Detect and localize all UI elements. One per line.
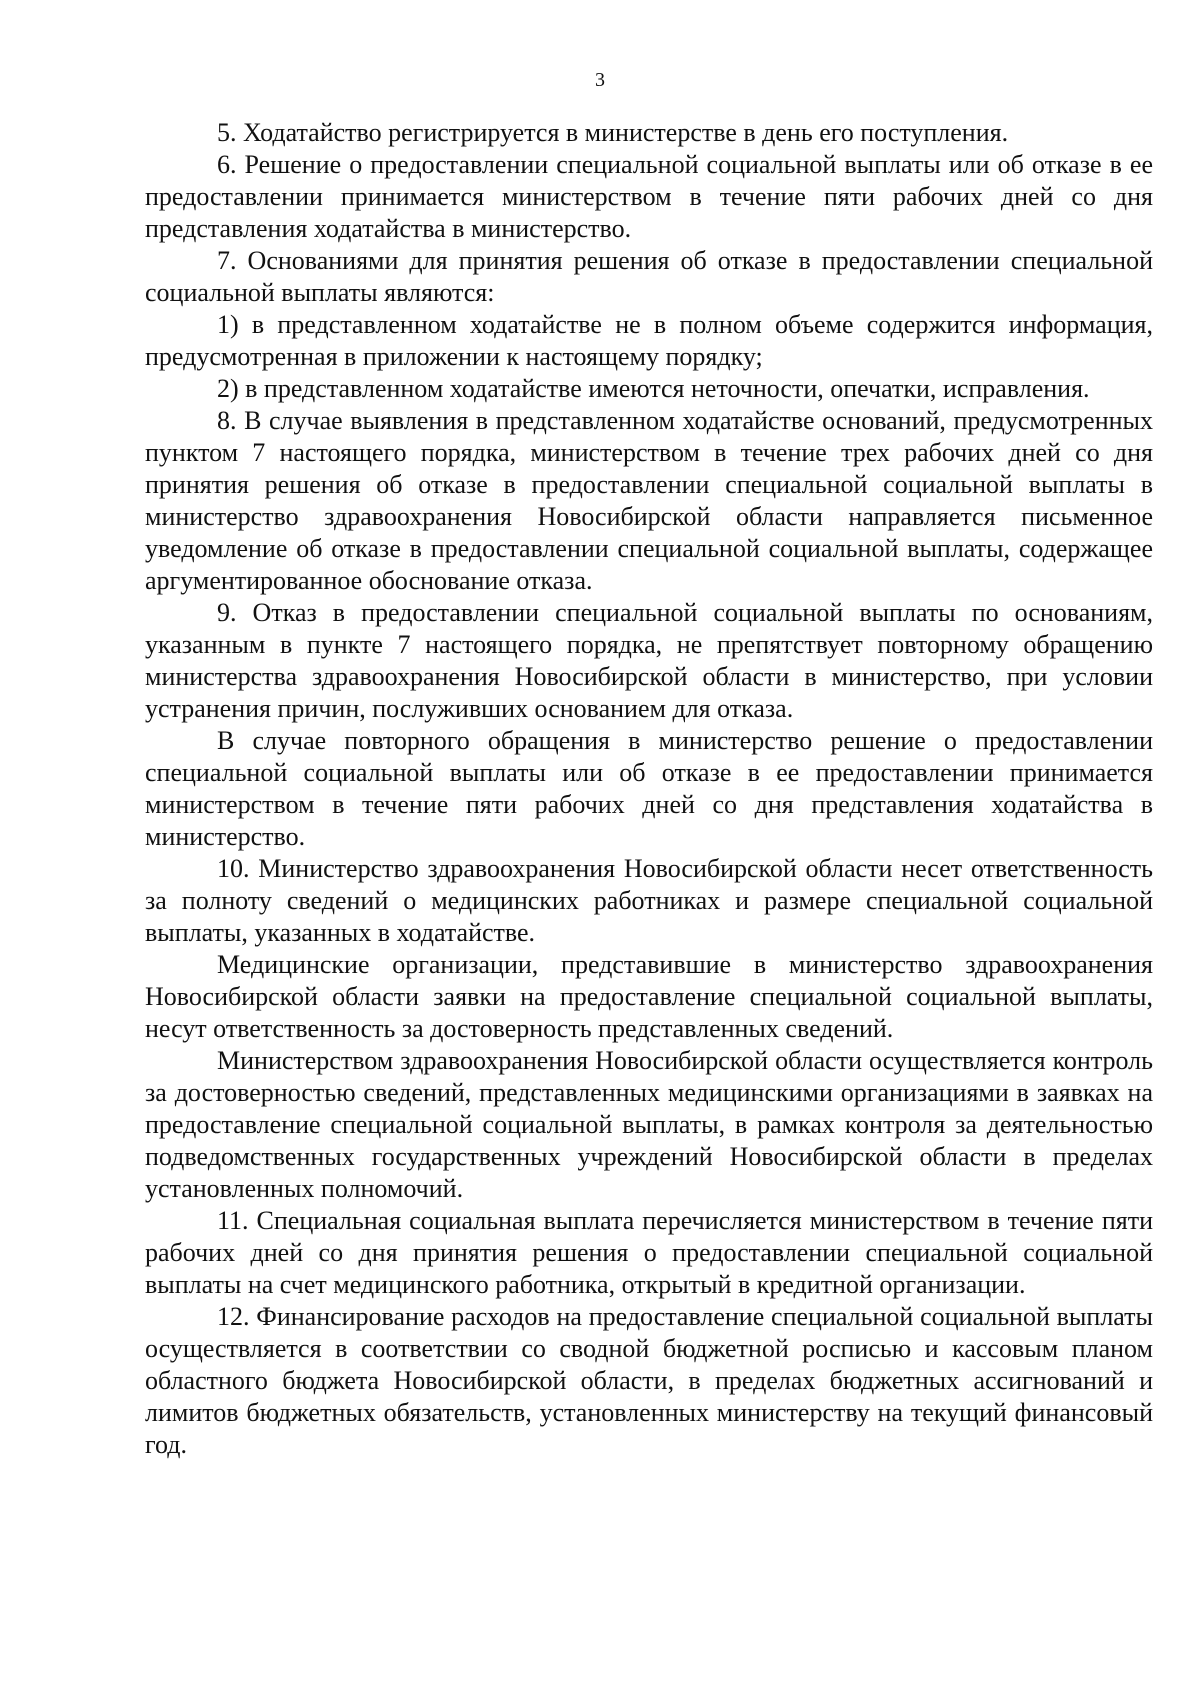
paragraph-8: 8. В случае выявления в представленном ходатайстве оснований, предусмотренных пунктом 7 настоящего порядка, министерством в течение трех рабочих дней со дня принятия решения об отказе в предоставлении специальной социальной выплаты в министерство здравоохранения Новосибирской области направляется письменное уведомление об отказе в предоставлении специальной социальной выплаты, содержащее аргументированное обоснование отказа.	[145, 406, 1153, 595]
paragraph-10-organizations: Медицинские организации, представившие в министерство здравоохранения Новосибирской области заявки на предоставление специальной социальной выплаты, несут ответственность за достоверность представленных сведений.	[145, 950, 1153, 1043]
paragraph-10-control: Министерством здравоохранения Новосибирской области осуществляется контроль за достоверностью сведений, представленных медицинскими организациями в заявках на предоставление специальной социальной выплаты, в рамках контроля за деятельностью подведомственных государственных учреждений Новосибирской области в пределах установленных полномочий.	[145, 1046, 1153, 1203]
paragraph-12: 12. Финансирование расходов на предоставление специальной социальной выплаты осуществляется в соответствии со сводной бюджетной росписью и кассовым планом областного бюджета Новосибирской области, в пределах бюджетных ассигнований и лимитов бюджетных обязательств, установленных министерству на текущий финансовый год.	[145, 1302, 1153, 1459]
paragraph-7: 7. Основаниями для принятия решения об отказе в предоставлении специальной социальной выплаты являются:	[145, 246, 1153, 307]
paragraph-6: 6. Решение о предоставлении специальной социальной выплаты или об отказе в ее предоставлении принимается министерством в течение пяти рабочих дней со дня представления ходатайства в министерство.	[145, 150, 1153, 243]
paragraph-9: 9. Отказ в предоставлении специальной социальной выплаты по основаниям, указанным в пункте 7 настоящего порядка, не препятствует повторному обращению министерства здравоохранения Новосибирской области в министерство, при условии устранения причин, послуживших основанием для отказа.	[145, 598, 1153, 723]
paragraph-11: 11. Специальная социальная выплата перечисляется министерством в течение пяти рабочих дней со дня принятия решения о предоставлении специальной социальной выплаты на счет медицинского работника, открытый в кредитной организации.	[145, 1206, 1153, 1299]
paragraph-7-item-1: 1) в представленном ходатайстве не в полном объеме содержится информация, предусмотренная в приложении к настоящему порядку;	[145, 310, 1153, 371]
document-body	[145, 117, 1153, 1461]
paragraph-5: 5. Ходатайство регистрируется в министерстве в день его поступления.	[217, 118, 1009, 147]
paragraph-7-item-2: 2) в представленном ходатайстве имеются неточности, опечатки, исправления.	[217, 374, 1090, 403]
paragraph-9-continued: В случае повторного обращения в министерство решение о предоставлении специальной социальной выплаты или об отказе в ее предоставлении принимается министерством в течение пяти рабочих дней со дня представления ходатайства в министерство.	[145, 726, 1153, 851]
page-number: 3	[595, 69, 605, 91]
paragraph-10: 10. Министерство здравоохранения Новосибирской области несет ответственность за полноту сведений о медицинских работниках и размере специальной социальной выплаты, указанных в ходатайстве.	[145, 854, 1153, 947]
